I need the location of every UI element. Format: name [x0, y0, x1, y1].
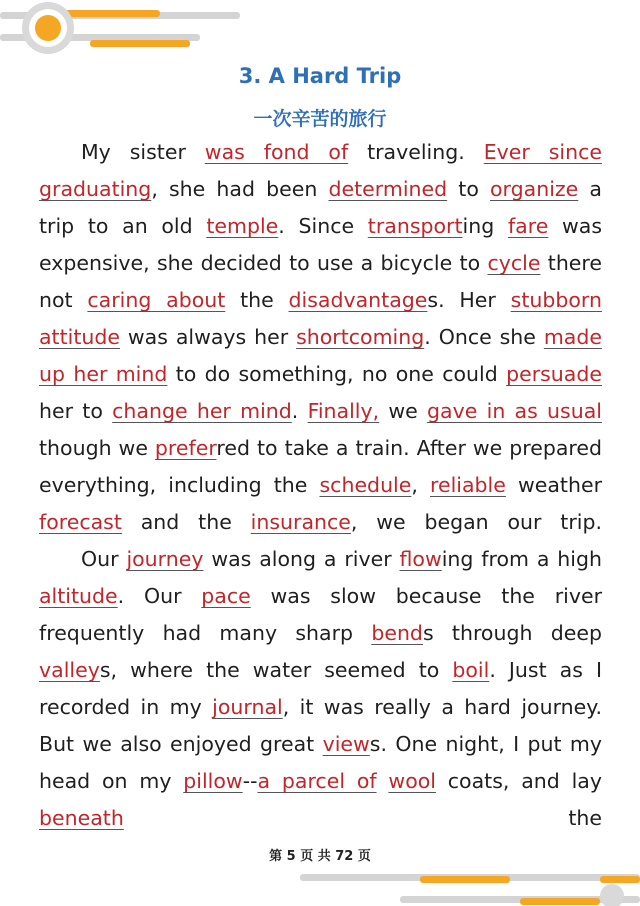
- text-run: though we: [39, 436, 155, 460]
- text-run: --: [242, 769, 258, 793]
- text-run: ,: [411, 473, 430, 497]
- text-run: . Our: [117, 584, 202, 608]
- text-run: . Once she: [424, 325, 544, 349]
- text-run: s. One night, I put my head on my: [39, 732, 602, 793]
- text-run: the: [225, 288, 289, 312]
- vocab-phrase: organize: [490, 177, 579, 201]
- text-run: the: [123, 806, 602, 830]
- vocab-phrase: cycle: [487, 251, 541, 275]
- text-run: a trip to an old: [39, 177, 602, 238]
- paragraph-1: [39, 134, 602, 541]
- vocab-phrase: bend: [371, 621, 423, 645]
- text-run: to do something, no one could: [167, 362, 507, 386]
- text-run: there not: [39, 251, 603, 312]
- page-title: 3. A Hard Trip: [238, 64, 402, 88]
- vocab-phrase: boil: [452, 658, 490, 682]
- vocab-phrase: valley: [39, 658, 100, 682]
- vocab-phrase: journey: [126, 547, 204, 571]
- vocab-phrase: Finally,: [307, 399, 380, 423]
- vocab-phrase: reliable: [430, 473, 506, 497]
- text-run: , she had been: [151, 177, 329, 201]
- page-number: 第 5 页 共 72 页: [269, 849, 371, 864]
- vocab-phrase: transport: [367, 214, 463, 238]
- vocab-phrase: flow: [399, 547, 442, 571]
- header-decoration: [0, 0, 640, 60]
- vocab-phrase: wool: [388, 769, 436, 793]
- vocab-phrase: beneath: [39, 806, 124, 830]
- text-run: My sister: [81, 140, 205, 164]
- vocab-phrase: temple: [206, 214, 279, 238]
- vocab-phrase: pace: [201, 584, 251, 608]
- vocab-phrase: gave in as usual: [427, 399, 602, 423]
- vocab-phrase: determined: [328, 177, 448, 201]
- paragraph-2: [39, 541, 602, 837]
- vocab-phrase: stubborn attitude: [39, 288, 602, 349]
- text-run: [377, 769, 389, 793]
- vocab-phrase: altitude: [39, 584, 118, 608]
- text-run: to: [447, 177, 491, 201]
- text-run: . Just as I recorded in my: [39, 658, 602, 719]
- text-run: s. Her: [427, 288, 511, 312]
- vocab-phrase: prefer: [154, 436, 217, 460]
- text-run: her to: [39, 399, 113, 423]
- vocab-phrase: view: [322, 732, 370, 756]
- vocab-phrase: forecast: [39, 510, 122, 534]
- vocab-phrase: a parcel of: [257, 769, 377, 793]
- page-subtitle-chinese: 一次辛苦的旅行: [253, 108, 387, 130]
- text-run: . Since: [278, 214, 368, 238]
- vocab-phrase: change her mind: [112, 399, 292, 423]
- text-run: s, where the water seemed to: [99, 658, 453, 682]
- text-run: , we began our trip.: [350, 510, 603, 534]
- vocab-phrase: shortcoming: [296, 325, 425, 349]
- vocab-phrase: persuade: [506, 362, 602, 386]
- vocab-phrase: made up her mind: [39, 325, 602, 386]
- footer-decoration: [0, 864, 640, 906]
- vocab-phrase: disadvantage: [288, 288, 428, 312]
- text-run: coats, and lay: [435, 769, 602, 793]
- text-run: weather: [505, 473, 602, 497]
- text-run: was slow because the river frequently had many sharp: [39, 584, 602, 645]
- text-run: was along a river: [203, 547, 400, 571]
- text-run: ing from a high: [441, 547, 602, 571]
- text-run: Our: [81, 547, 127, 571]
- vocab-phrase: journal: [212, 695, 283, 719]
- text-run: traveling.: [348, 140, 484, 164]
- text-run: we: [379, 399, 428, 423]
- vocab-phrase: pillow: [183, 769, 243, 793]
- vocab-phrase: was fond of: [204, 140, 349, 164]
- vocab-phrase: schedule: [319, 473, 412, 497]
- passage-body: [39, 134, 602, 837]
- text-run: was expensive, she decided to use a bicycle to: [39, 214, 603, 275]
- text-run: and the: [121, 510, 251, 534]
- vocab-phrase: insurance: [250, 510, 351, 534]
- text-run: red to take a train. After we prepared everything, including the: [39, 436, 602, 497]
- text-run: .: [291, 399, 308, 423]
- vocab-phrase: fare: [507, 214, 549, 238]
- text-run: ing: [462, 214, 508, 238]
- text-run: , it was really a hard journey. But we also enjoyed great: [39, 695, 602, 756]
- text-run: s through deep: [422, 621, 602, 645]
- vocab-phrase: Ever since graduating: [39, 140, 602, 201]
- text-run: was always her: [120, 325, 297, 349]
- vocab-phrase: caring about: [87, 288, 226, 312]
